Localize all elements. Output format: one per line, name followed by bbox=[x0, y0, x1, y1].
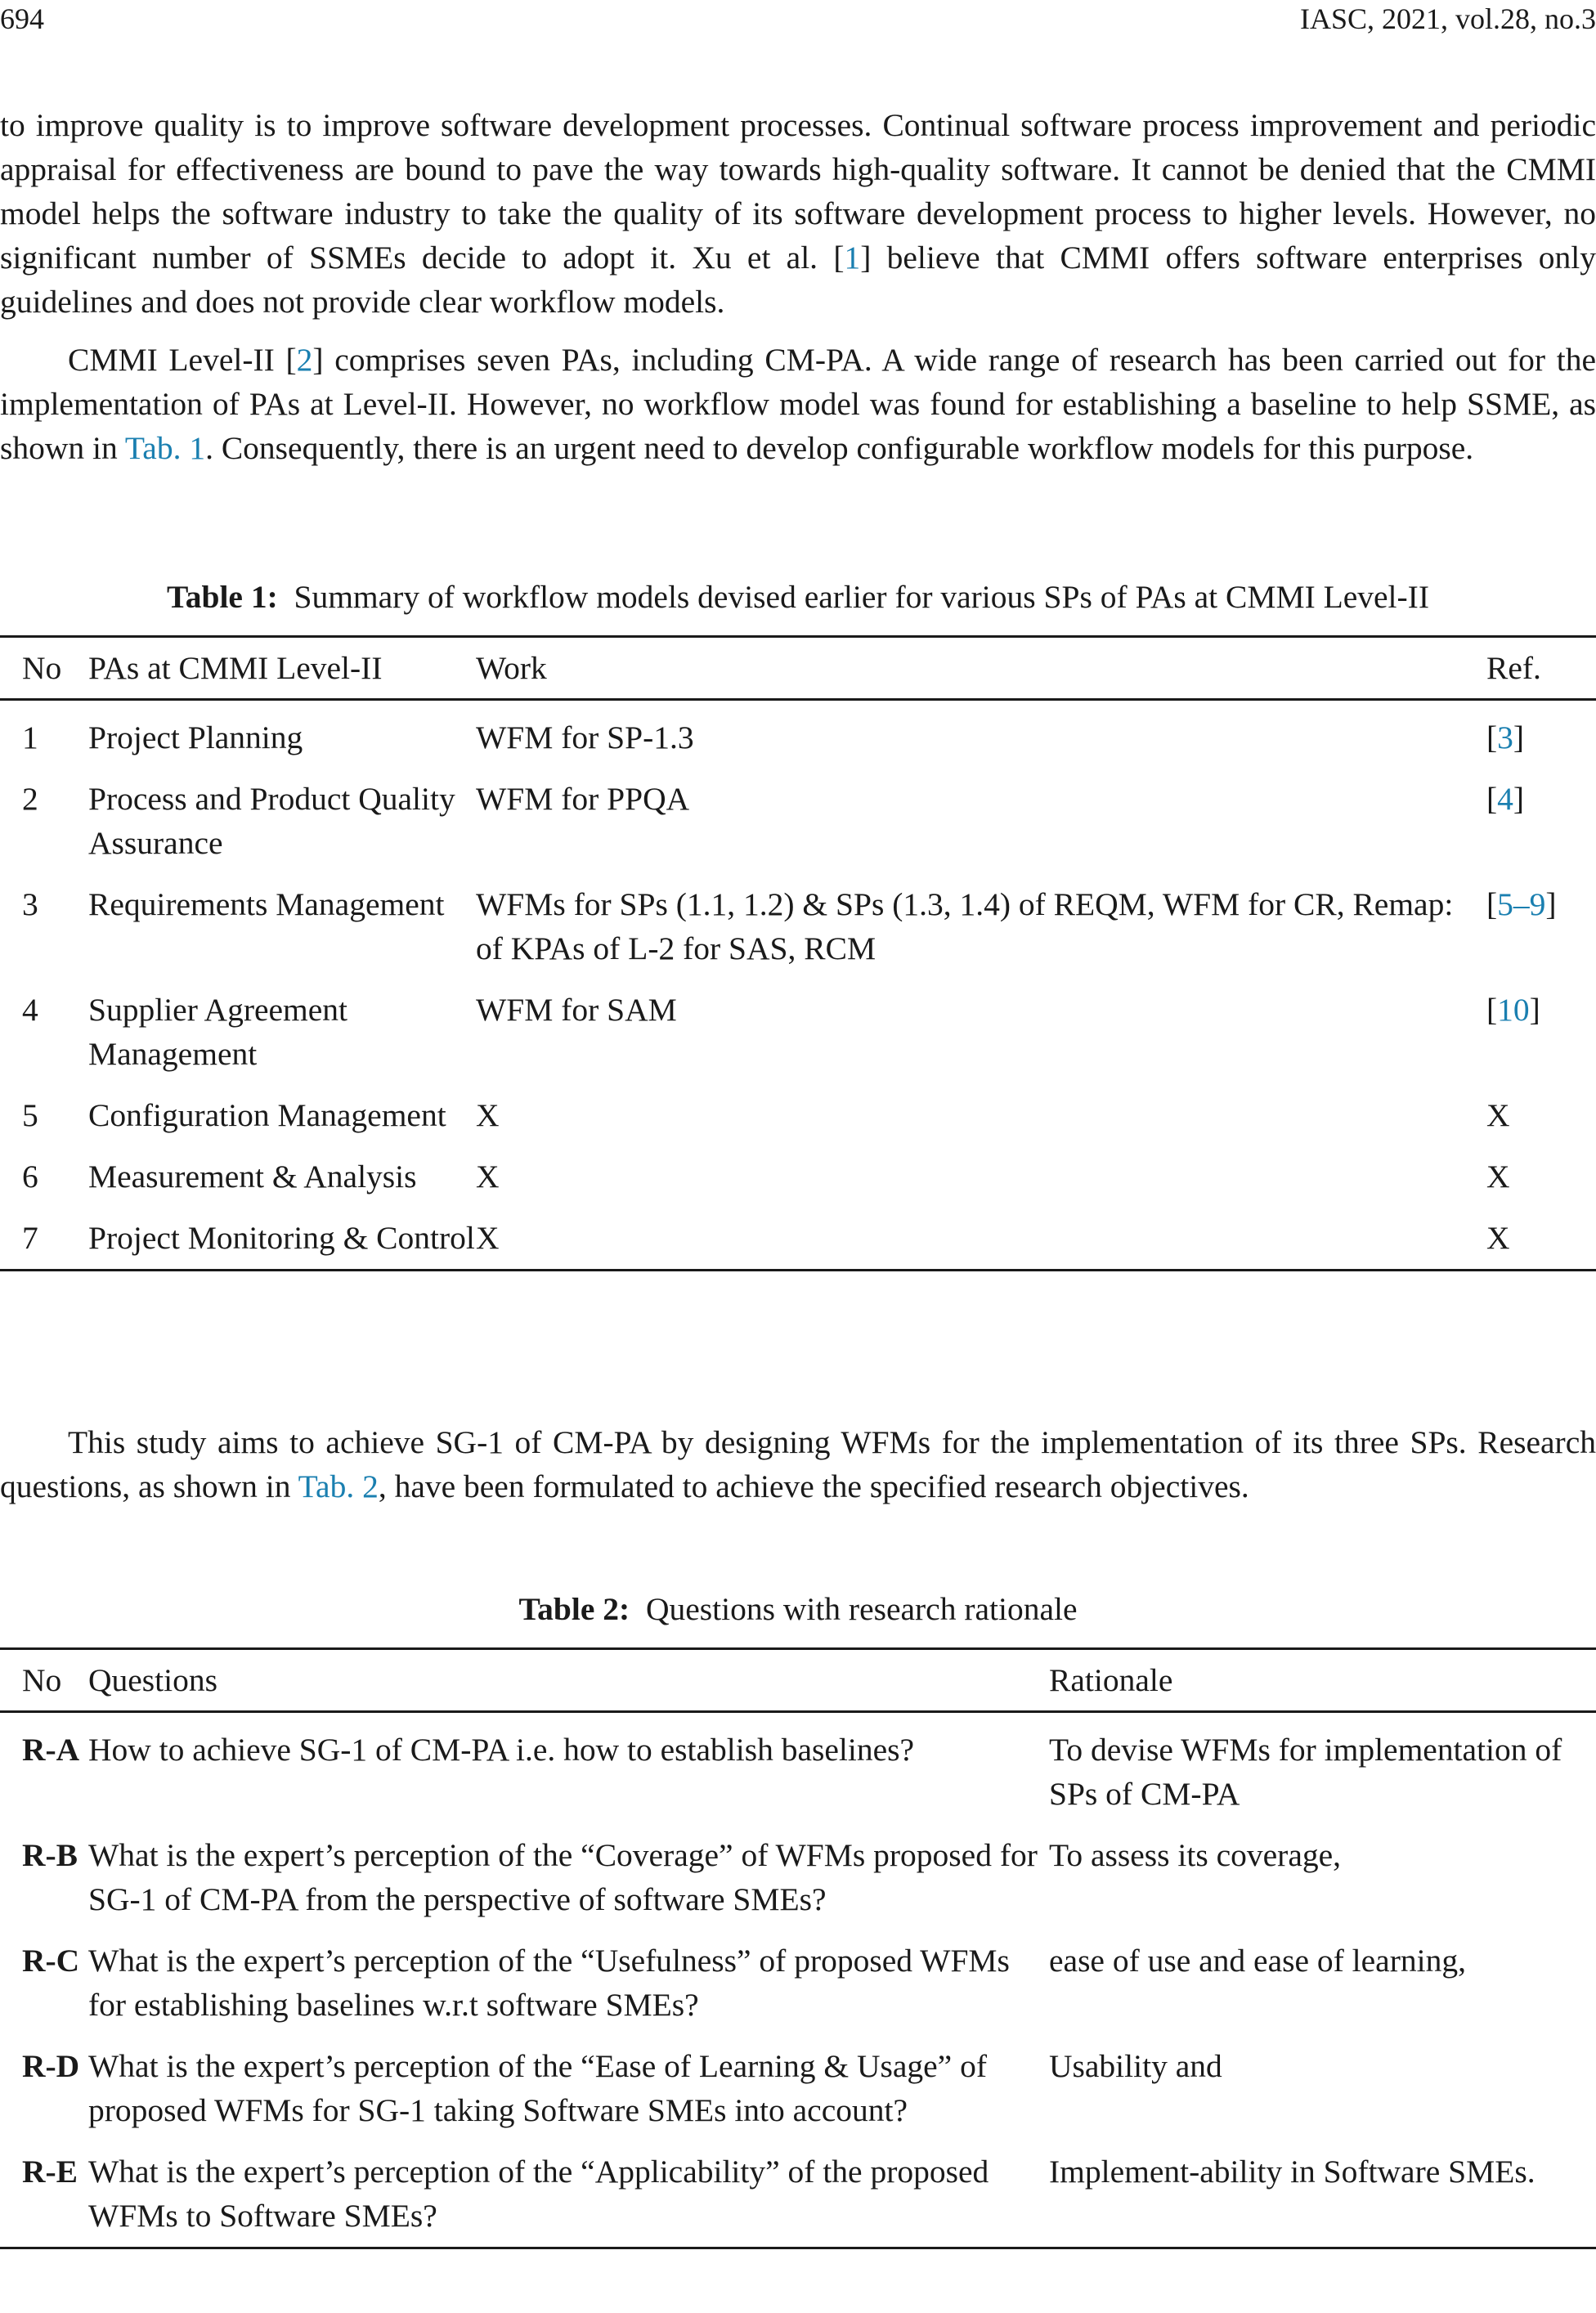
row-work: WFM for PPQA bbox=[476, 781, 690, 817]
table-row bbox=[0, 700, 1596, 769]
citation-link[interactable]: 3 bbox=[1497, 719, 1513, 755]
row-pa: Process and Product Quality Assurance bbox=[88, 781, 455, 861]
table-row bbox=[0, 1825, 1596, 1930]
col-header-work: Work bbox=[476, 650, 547, 686]
row-ref: [5–9] bbox=[1486, 886, 1557, 922]
row-question: What is the expert’s perception of the “Coverage” of WFMs proposed for SG-1 of CM-PA from the perspective of software SMEs? bbox=[88, 1837, 1038, 1917]
row-rationale: To devise WFMs for implementation of SPs of CM-PA bbox=[1049, 1732, 1562, 1812]
paragraph-3: This study aims to achieve SG-1 of CM-PA by designing WFMs for the implementation of its three SPs. Research questions, as shown in Tab. 2, have been formulated to achieve the specified research objectives. bbox=[0, 1424, 1596, 1504]
table-2 bbox=[0, 1647, 1596, 2249]
row-no: 4 bbox=[22, 992, 38, 1028]
row-no: 3 bbox=[22, 886, 38, 922]
table-row bbox=[0, 874, 1596, 979]
row-pa: Supplier Agreement Management bbox=[88, 992, 348, 1072]
row-work: WFM for SAM bbox=[476, 992, 677, 1028]
table-2-header-row bbox=[0, 1649, 1596, 1712]
table-1-caption: Table 1: Summary of workflow models devised earlier for various SPs of PAs at CMMI Level-II bbox=[167, 579, 1429, 615]
row-ref: [10] bbox=[1486, 992, 1540, 1028]
journal-info: IASC, 2021, vol.28, no.3 bbox=[1299, 2, 1596, 35]
citation-link[interactable]: 10 bbox=[1497, 992, 1530, 1028]
row-pa: Measurement & Analysis bbox=[88, 1159, 417, 1195]
table-row bbox=[0, 2141, 1596, 2248]
row-pa: Project Monitoring & Control bbox=[88, 1220, 475, 1256]
citation-link-1[interactable]: 1 bbox=[844, 240, 861, 276]
col-header-ref: Ref. bbox=[1486, 650, 1541, 686]
col-header-no: No bbox=[22, 1662, 62, 1698]
running-header bbox=[0, 2, 1596, 34]
row-question: How to achieve SG-1 of CM-PA i.e. how to establish baselines? bbox=[88, 1732, 915, 1768]
row-no: 6 bbox=[22, 1159, 38, 1195]
row-ref: X bbox=[1486, 1220, 1510, 1256]
row-ref: X bbox=[1486, 1097, 1510, 1133]
table-row bbox=[0, 1085, 1596, 1146]
table-1-link[interactable]: Tab. 1 bbox=[124, 430, 206, 466]
row-no: R-E bbox=[22, 2154, 78, 2190]
table-row bbox=[0, 979, 1596, 1085]
row-work: X bbox=[476, 1159, 500, 1195]
paragraph-2: CMMI Level-II [2] comprises seven PAs, including CM-PA. A wide range of research has been carried out for the implementation of PAs at Level-II. However, no workflow model was found for establishing a baseline to help SSME, as shown in Tab. 1. Consequently, there is an urgent need to develop configurable workflow models for this purpose. bbox=[0, 342, 1596, 466]
table-row bbox=[0, 2036, 1596, 2141]
row-rationale: ease of use and ease of learning, bbox=[1049, 1943, 1466, 1979]
citation-link[interactable]: 5–9 bbox=[1497, 886, 1546, 922]
row-no: 7 bbox=[22, 1220, 38, 1256]
citation-link[interactable]: 4 bbox=[1497, 781, 1513, 817]
row-pa: Configuration Management bbox=[88, 1097, 446, 1133]
table-2-caption: Table 2: Questions with research rationale bbox=[518, 1591, 1078, 1627]
row-no: R-A bbox=[22, 1732, 80, 1768]
row-no: R-D bbox=[22, 2048, 80, 2084]
table-row bbox=[0, 1208, 1596, 1271]
row-work: X bbox=[476, 1220, 500, 1256]
row-ref: [4] bbox=[1486, 781, 1525, 817]
row-ref: X bbox=[1486, 1159, 1510, 1195]
row-no: 1 bbox=[22, 719, 38, 755]
table-1 bbox=[0, 635, 1596, 1271]
row-no: 5 bbox=[22, 1097, 38, 1133]
row-pa: Project Planning bbox=[88, 719, 303, 755]
row-pa: Requirements Management bbox=[88, 886, 445, 922]
row-work: WFMs for SPs (1.1, 1.2) & SPs (1.3, 1.4) of REQM, WFM for CR, Remap: of KPAs of L-2 for SAS, RCM bbox=[476, 886, 1454, 966]
col-header-rationale: Rationale bbox=[1049, 1662, 1173, 1698]
row-work: WFM for SP-1.3 bbox=[476, 719, 694, 755]
row-rationale: Implement-ability in Software SMEs. bbox=[1049, 2154, 1535, 2190]
row-question: What is the expert’s perception of the “Usefulness” of proposed WFMs for establishing baselines w.r.t software SMEs? bbox=[88, 1943, 1010, 2023]
table-2-link[interactable]: Tab. 2 bbox=[298, 1468, 379, 1504]
table-row bbox=[0, 1146, 1596, 1208]
table-row bbox=[0, 1930, 1596, 2036]
row-question: What is the expert’s perception of the “Ease of Learning & Usage” of proposed WFMs for SG-1 taking Software SMEs into account? bbox=[88, 2048, 987, 2128]
row-question: What is the expert’s perception of the “Applicability” of the proposed WFMs to Software SMEs? bbox=[88, 2154, 989, 2234]
page-number: 694 bbox=[0, 2, 44, 35]
col-header-questions: Questions bbox=[88, 1662, 217, 1698]
row-work: X bbox=[476, 1097, 500, 1133]
table-row bbox=[0, 769, 1596, 874]
row-no: R-B bbox=[22, 1837, 78, 1873]
citation-link-2[interactable]: 2 bbox=[296, 342, 313, 378]
row-no: R-C bbox=[22, 1943, 80, 1979]
col-header-no: No bbox=[22, 650, 62, 686]
paragraph-1: to improve quality is to improve software development processes. Continual software process improvement and periodic appraisal for effectiveness are bound to pave the way towards high-quality software. It cannot be denied that the CMMI model helps the software industry to take the quality of its software development process to higher levels. However, no significant number of SSMEs decide to adopt it. Xu et al. [1] believe that CMMI offers software enterprises only guidelines and does not provide clear workflow models. bbox=[0, 107, 1596, 320]
table-1-header-row bbox=[0, 637, 1596, 700]
row-no: 2 bbox=[22, 781, 38, 817]
row-ref: [3] bbox=[1486, 719, 1525, 755]
table-row bbox=[0, 1712, 1596, 1826]
col-header-pa: PAs at CMMI Level-II bbox=[88, 650, 383, 686]
row-rationale: Usability and bbox=[1049, 2048, 1222, 2084]
row-rationale: To assess its coverage, bbox=[1049, 1837, 1342, 1873]
